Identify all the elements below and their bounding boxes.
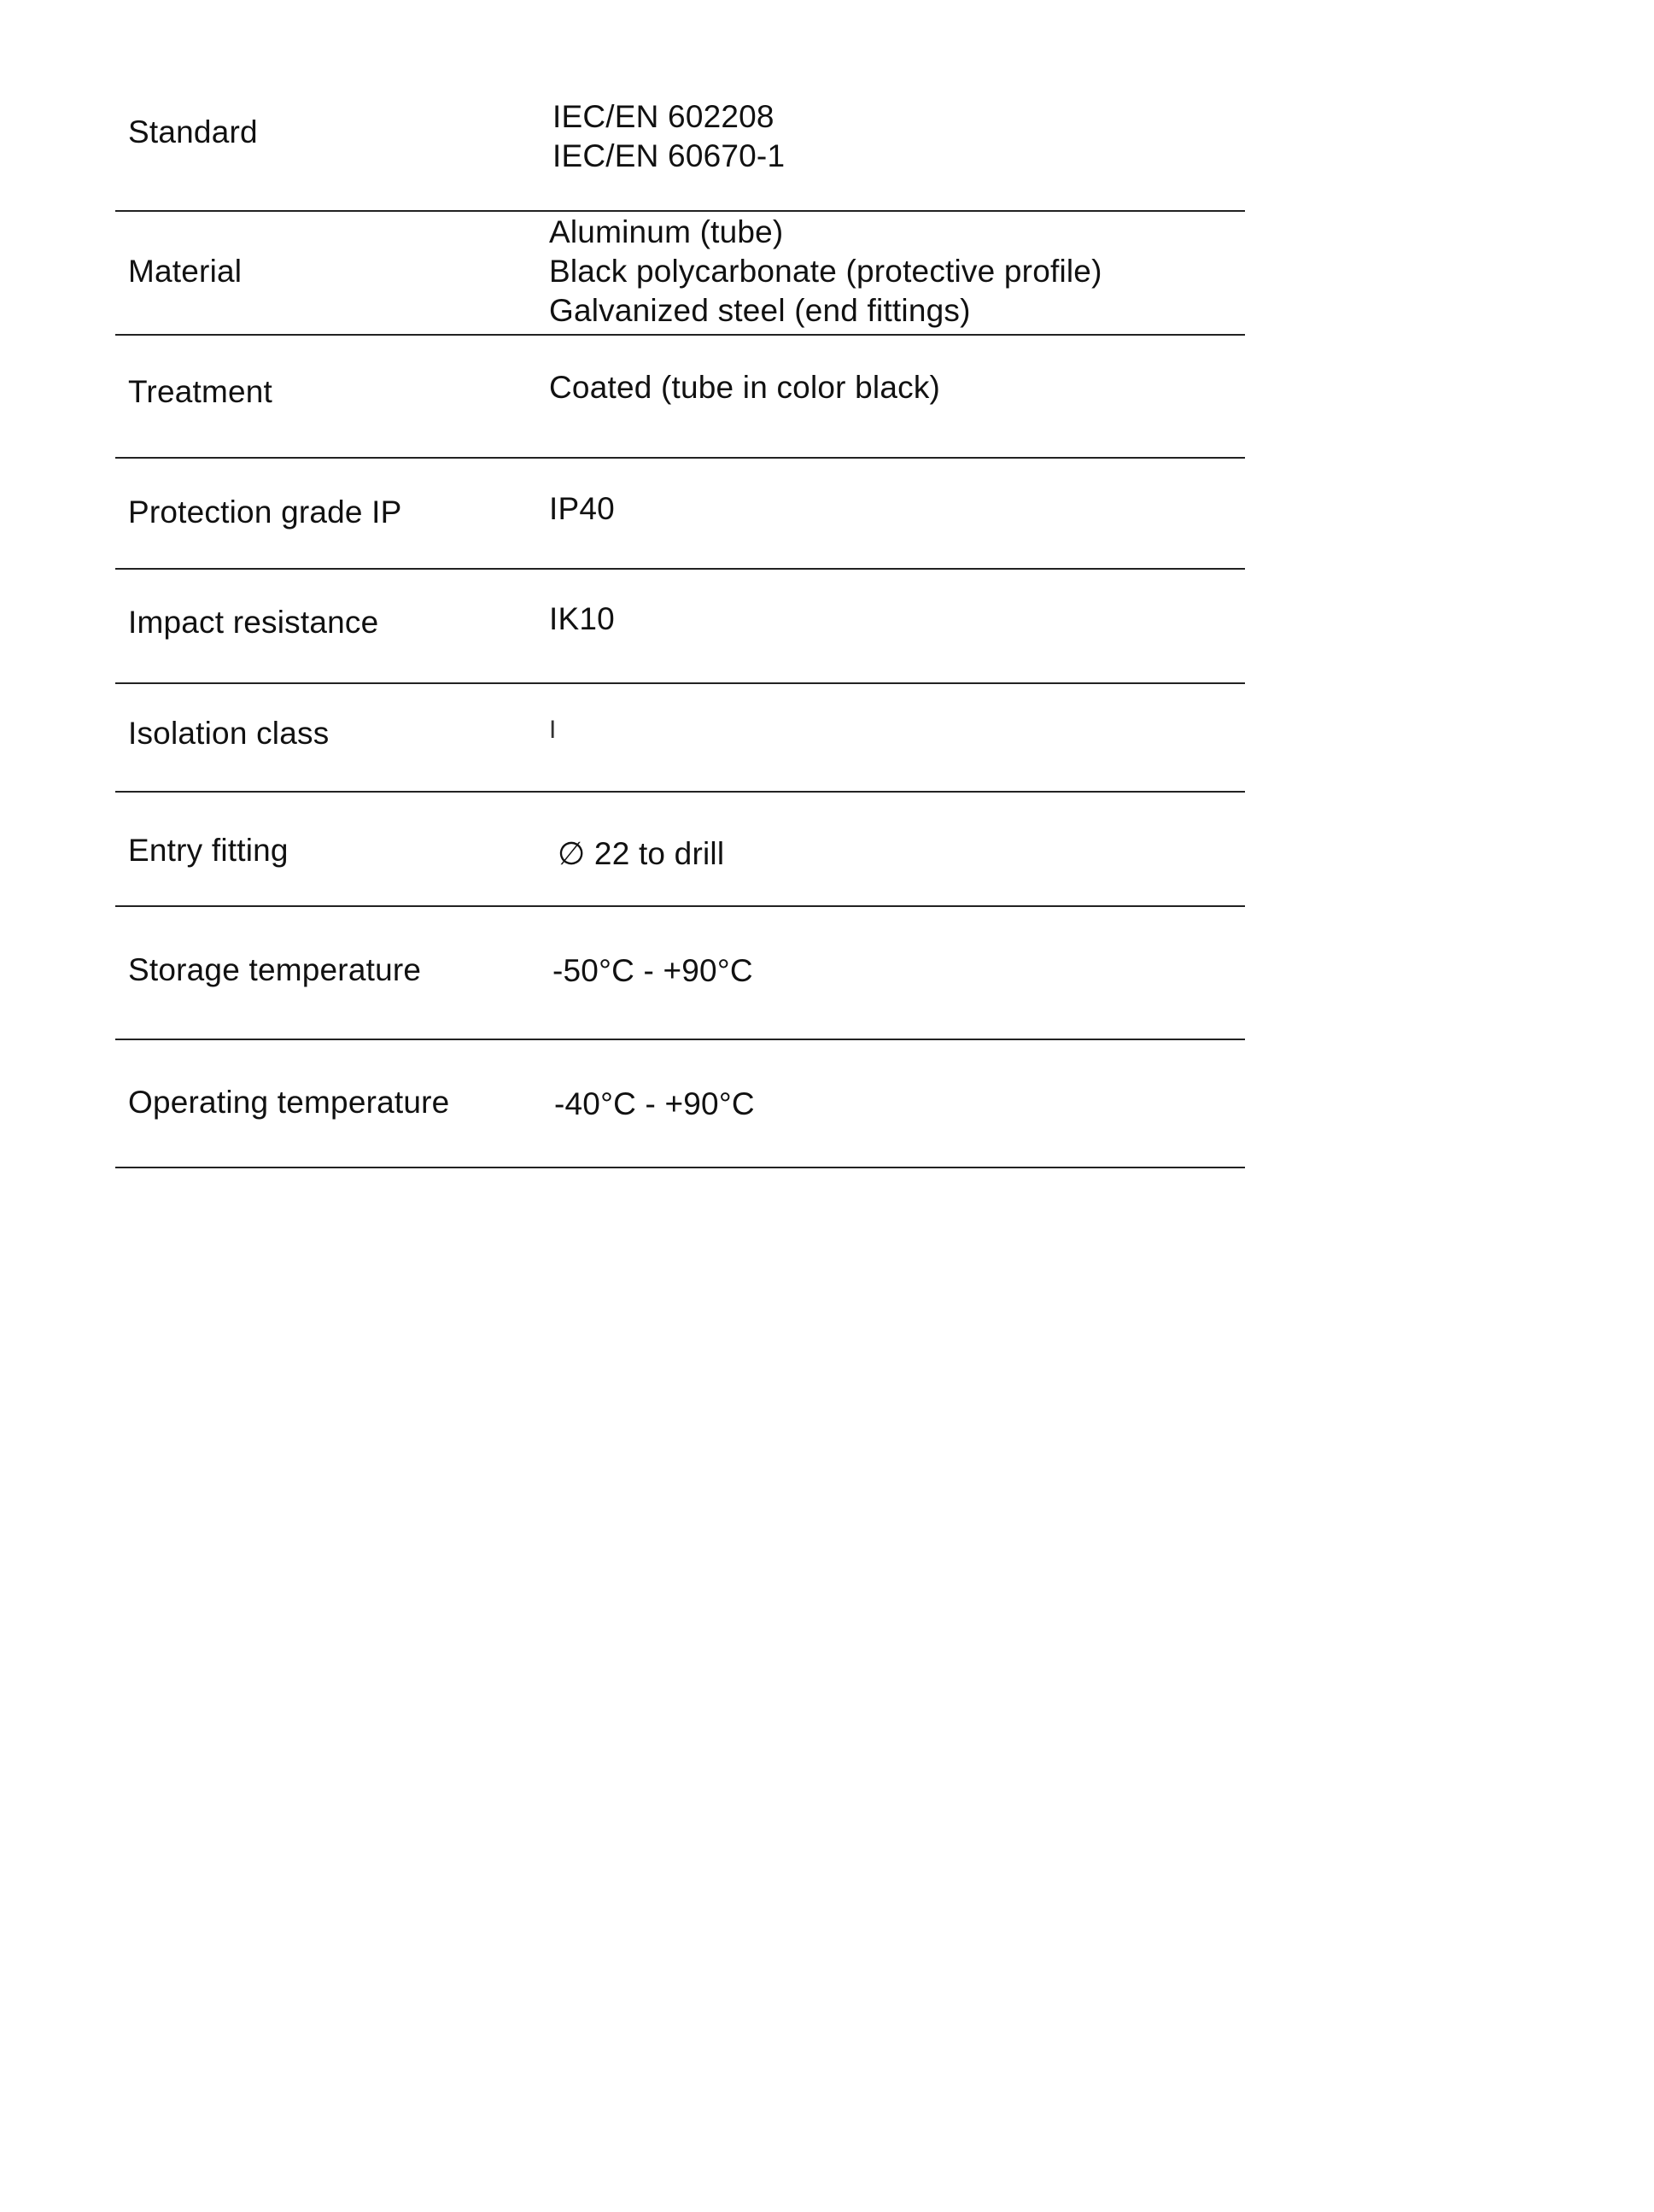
spec-value	[554, 1085, 755, 1124]
row-divider	[115, 568, 1245, 570]
spec-value-line: -50°C - +90°C	[552, 953, 753, 988]
spec-value-line: IP40	[549, 491, 615, 526]
spec-label: Material	[128, 254, 243, 289]
spec-label: Operating temperature	[128, 1085, 450, 1120]
row-divider	[115, 905, 1245, 907]
spec-label: Treatment	[128, 374, 273, 409]
row-divider	[115, 682, 1245, 684]
spec-value	[549, 368, 940, 407]
row-divider	[115, 210, 1245, 212]
row-divider	[115, 1039, 1245, 1040]
row-divider	[115, 1167, 1245, 1168]
spec-label: Isolation class	[128, 716, 330, 751]
spec-value-line: -40°C - +90°C	[554, 1086, 755, 1121]
spec-value	[552, 951, 753, 991]
spec-value-line: IK10	[549, 601, 615, 636]
spec-value-line: IEC/EN 602208	[552, 99, 774, 134]
spec-label: Storage temperature	[128, 952, 422, 987]
spec-value	[549, 711, 557, 750]
row-divider	[115, 791, 1245, 793]
spec-value-line: I	[549, 716, 557, 744]
spec-value	[549, 489, 615, 529]
row-divider	[115, 334, 1245, 336]
spec-value-line: Aluminum (tube)	[549, 214, 784, 249]
spec-value	[552, 97, 785, 176]
spec-value-line: IEC/EN 60670-1	[552, 138, 786, 173]
spec-value	[549, 213, 1102, 331]
spec-label: Impact resistance	[128, 605, 379, 640]
spec-value-line: Black polycarbonate (protective profile)	[549, 254, 1102, 289]
spec-label: Protection grade IP	[128, 494, 402, 530]
spec-label: Entry fitting	[128, 833, 289, 868]
spec-value	[549, 600, 615, 639]
spec-value-line: ∅ 22 to drill	[558, 836, 725, 871]
row-divider	[115, 457, 1245, 459]
spec-value-line: Coated (tube in color black)	[549, 370, 941, 405]
spec-value	[558, 834, 724, 874]
spec-label: Standard	[128, 114, 258, 149]
spec-value-line: Galvanized steel (end fittings)	[549, 293, 971, 328]
